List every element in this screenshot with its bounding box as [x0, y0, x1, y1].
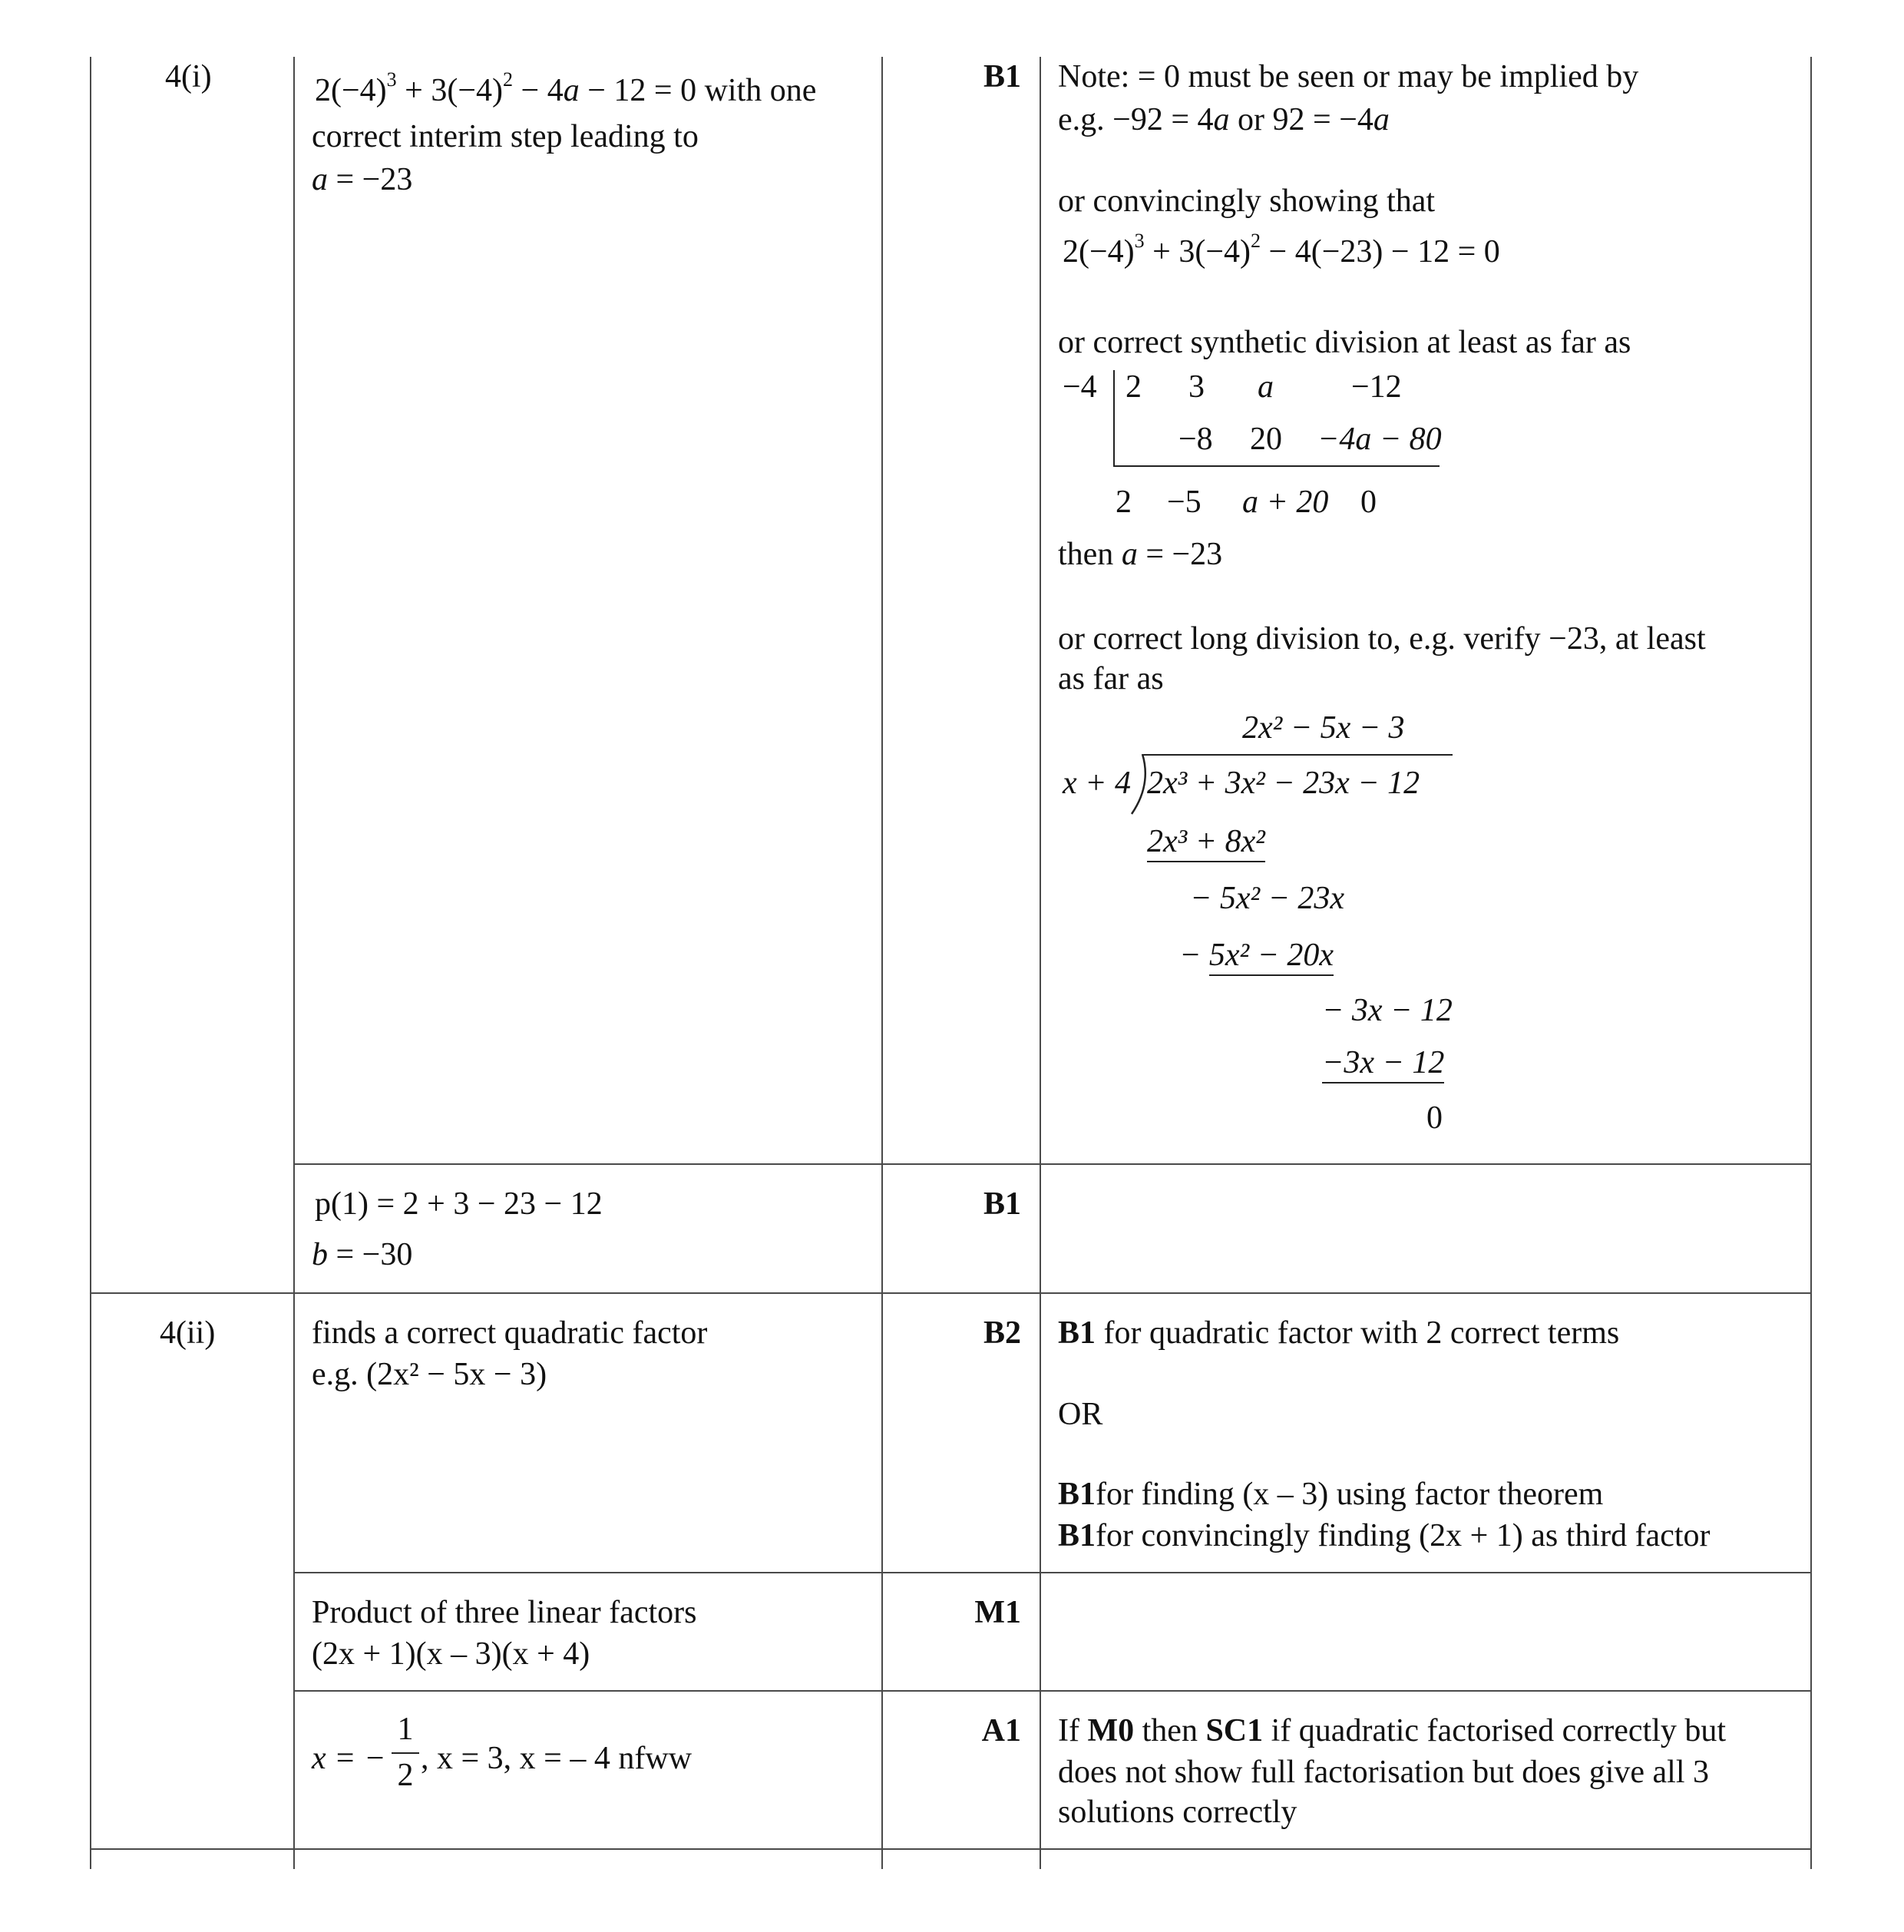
col-divider-1	[293, 57, 295, 1869]
guidance-convincing-equation: $2(-4)^3 + 3(-4)^2 - 4(-23) - 12 = 0$	[1063, 230, 1500, 270]
fraction-bar	[392, 1752, 419, 1754]
mark-code: M1	[974, 1595, 1021, 1630]
col-divider-2	[881, 57, 883, 1869]
answer-p1: p(1) = 2 + 3 − 23 − 12	[315, 1186, 603, 1222]
row-divider-5	[90, 1848, 1812, 1850]
synth-row1-c2: 3	[1188, 369, 1205, 405]
row-divider-3	[293, 1572, 1812, 1573]
guidance-b1-factor-theorem: B1for finding (x – 3) using factor theorem	[1058, 1477, 1604, 1512]
synth-horizontal-bar	[1113, 465, 1440, 467]
guidance-sc1-line1: If M0 then SC1 if quadratic factorised correctly but	[1058, 1713, 1727, 1748]
synth-row2-c3: 20	[1250, 422, 1282, 457]
row-divider-4	[293, 1690, 1812, 1692]
answer-example: e.g. (2x² − 5x − 3)	[312, 1357, 547, 1392]
fraction-denominator: 2	[397, 1758, 414, 1793]
synth-row3-c1: 2	[1116, 485, 1132, 520]
synth-divisor: −4	[1063, 369, 1097, 405]
question-number: 4(i)	[165, 59, 212, 94]
fraction-numerator: 1	[397, 1712, 414, 1747]
long-division-bar	[1142, 754, 1453, 756]
answer-text: correct interim step leading to	[312, 119, 699, 154]
answer-equation: $2(-4)^3 + 3(-4)^2 - 4a - 12 = 0$ with one	[315, 68, 817, 108]
long-quotient: 2x² − 5x − 3	[1242, 710, 1405, 746]
answer-factors: (2x + 1)(x – 3)(x + 4)	[312, 1636, 590, 1672]
synth-row2-c4: −4a − 80	[1317, 422, 1442, 457]
mark-code: B2	[983, 1315, 1021, 1351]
guidance-then: then a = −23	[1058, 537, 1223, 572]
guidance-note-example: e.g. −92 = 4a or 92 = −4a	[1058, 102, 1390, 137]
long-remainder: 0	[1426, 1100, 1443, 1136]
table-border-left	[90, 57, 91, 1869]
long-step-5: −3x − 12	[1322, 1043, 1444, 1083]
synth-row1-c1: 2	[1126, 369, 1142, 405]
mark-code: B1	[983, 59, 1021, 94]
table-border-right	[1810, 57, 1812, 1869]
long-step-1: 2x³ + 8x²	[1147, 822, 1265, 862]
synth-row3-c2: −5	[1167, 485, 1202, 520]
long-step-3: − 5x² − 20x	[1179, 935, 1334, 975]
answer-text: finds a correct quadratic factor	[312, 1315, 708, 1351]
guidance-sc1-line3: solutions correctly	[1058, 1795, 1297, 1830]
guidance-long-label-1: or correct long division to, e.g. verify −23, at least	[1058, 621, 1706, 657]
synth-row3-c3: a + 20	[1242, 485, 1329, 520]
guidance-or: OR	[1058, 1397, 1103, 1432]
synth-row3-c4: 0	[1360, 485, 1377, 520]
synth-row1-c3: a	[1258, 369, 1274, 405]
guidance-b1-third-factor: B1for convincingly finding (2x + 1) as third factor	[1058, 1518, 1711, 1553]
synth-vertical-bar	[1113, 370, 1115, 465]
mark-code: A1	[981, 1713, 1021, 1748]
long-dividend: 2x³ + 3x² − 23x − 12	[1147, 766, 1420, 801]
row-divider-1	[293, 1163, 1812, 1165]
long-division-bracket	[1130, 754, 1149, 815]
guidance-note: Note: = 0 must be seen or may be implied by	[1058, 59, 1639, 94]
guidance-b1-quadratic: B1 for quadratic factor with 2 correct terms	[1058, 1315, 1620, 1351]
guidance-convincing-label: or convincingly showing that	[1058, 184, 1436, 219]
long-step-4: − 3x − 12	[1322, 993, 1453, 1028]
synth-row1-c4: −12	[1351, 369, 1402, 405]
mark-code: B1	[983, 1186, 1021, 1222]
long-divisor: x + 4	[1063, 766, 1131, 801]
answer-x-equals: x = −	[312, 1741, 386, 1776]
synth-row2-c2: −8	[1178, 422, 1213, 457]
answer-b: b = −30	[312, 1237, 413, 1272]
guidance-sc1-line2: does not show full factorisation but does give all 3	[1058, 1755, 1710, 1790]
guidance-synthetic-label: or correct synthetic division at least as far as	[1058, 325, 1631, 360]
guidance-long-label-2: as far as	[1058, 661, 1164, 696]
col-divider-3	[1040, 57, 1041, 1869]
answer-result: a = −23	[312, 162, 413, 197]
long-step-2: − 5x² − 23x	[1190, 881, 1345, 916]
row-divider-2	[90, 1292, 1812, 1294]
question-number: 4(ii)	[160, 1315, 216, 1351]
answer-solutions: , x = 3, x = – 4 nfww	[421, 1741, 693, 1776]
answer-text: Product of three linear factors	[312, 1595, 697, 1630]
